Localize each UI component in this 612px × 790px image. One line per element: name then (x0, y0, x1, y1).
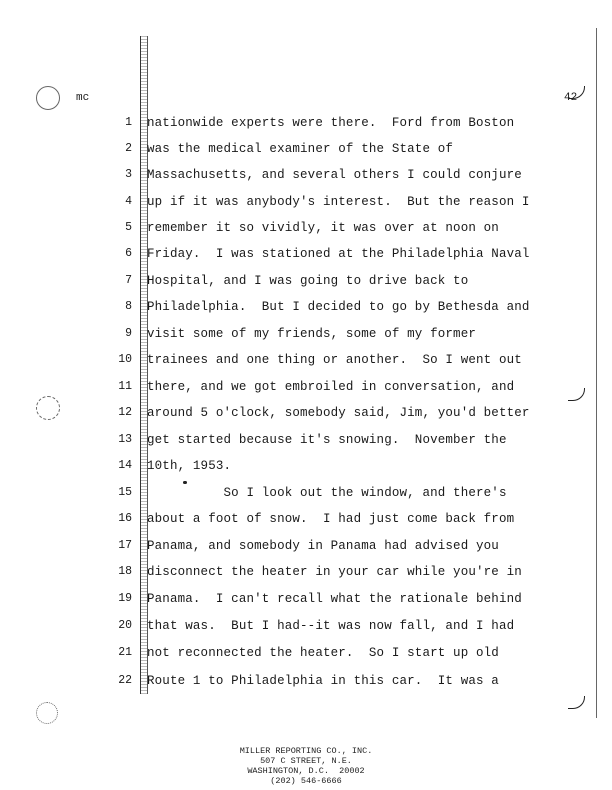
line-number: 11 (118, 380, 132, 393)
transcript-line: Panama, and somebody in Panama had advised you (147, 539, 499, 553)
footer-street: 507 C STREET, N.E. (260, 756, 352, 766)
binder-hole-middle (36, 396, 60, 420)
line-number: 17 (118, 539, 132, 552)
transcript-line: up if it was anybody's interest. But the reason I (147, 195, 530, 209)
transcript-line: Panama. I can't recall what the rationale behind (147, 592, 522, 606)
transcript-line: around 5 o'clock, somebody said, Jim, you'd better (147, 406, 530, 420)
margin-mark-top (568, 86, 585, 99)
page-number: 42 (564, 92, 578, 104)
transcript-line: Philadelphia. But I decided to go by Bethesda and (147, 300, 530, 314)
line-number: 10 (118, 353, 132, 366)
margin-mark-middle (568, 388, 585, 401)
line-number: 9 (125, 327, 132, 340)
transcript-line: Hospital, and I was going to drive back to (147, 274, 469, 288)
line-number: 14 (118, 459, 132, 472)
transcript-line: get started because it's snowing. November the (147, 433, 507, 447)
transcript-line: about a foot of snow. I had just come back from (147, 512, 515, 526)
footer-company: MILLER REPORTING CO., INC. (239, 746, 373, 756)
line-number: 8 (125, 300, 132, 313)
binder-hole-top (36, 86, 60, 110)
transcript-line: nationwide experts were there. Ford from Boston (147, 116, 515, 130)
transcript-line: there, and we got embroiled in conversation, and (147, 380, 515, 394)
transcript-line: Friday. I was stationed at the Philadelphia Naval (147, 247, 530, 261)
line-number: 12 (118, 406, 132, 419)
line-number: 21 (118, 646, 132, 659)
transcriber-initials: mc (76, 92, 90, 104)
line-number: 5 (125, 221, 132, 234)
transcript-line: Route 1 to Philadelphia in this car. It was a (147, 674, 499, 688)
line-number: 22 (118, 674, 132, 687)
transcript-line: disconnect the heater in your car while you're in (147, 565, 522, 579)
line-number: 4 (125, 195, 132, 208)
line-number: 6 (125, 247, 132, 260)
transcript-line: not reconnected the heater. So I start up old (147, 646, 499, 660)
line-number: 15 (118, 486, 132, 499)
transcript-line: visit some of my friends, some of my former (147, 327, 477, 341)
transcript-line: that was. But I had--it was now fall, and I had (147, 619, 515, 633)
transcript-line: Massachusetts, and several others I could conjure (147, 168, 522, 182)
footer-city: WASHINGTON, D.C. 20002 (247, 766, 365, 776)
footer-phone: (202) 546-6666 (270, 776, 342, 786)
transcript-line: 10th, 1953. (147, 459, 232, 473)
margin-mark-bottom (568, 696, 585, 709)
transcript-line: trainees and one thing or another. So I went out (147, 353, 522, 367)
line-number: 16 (118, 512, 132, 525)
right-margin-rule (596, 28, 597, 718)
line-number: 20 (118, 619, 132, 632)
transcript-line: remember it so vividly, it was over at noon on (147, 221, 499, 235)
reporter-footer (0, 746, 612, 786)
line-number: 3 (125, 168, 132, 181)
transcript-line: So I look out the window, and there's (147, 486, 507, 500)
stray-mark (183, 481, 187, 484)
binder-hole-bottom (36, 702, 58, 724)
transcript-line: was the medical examiner of the State of (147, 142, 454, 156)
line-number: 18 (118, 565, 132, 578)
line-number: 13 (118, 433, 132, 446)
line-number: 19 (118, 592, 132, 605)
line-number: 1 (125, 116, 132, 129)
line-number: 7 (125, 274, 132, 287)
line-number: 2 (125, 142, 132, 155)
